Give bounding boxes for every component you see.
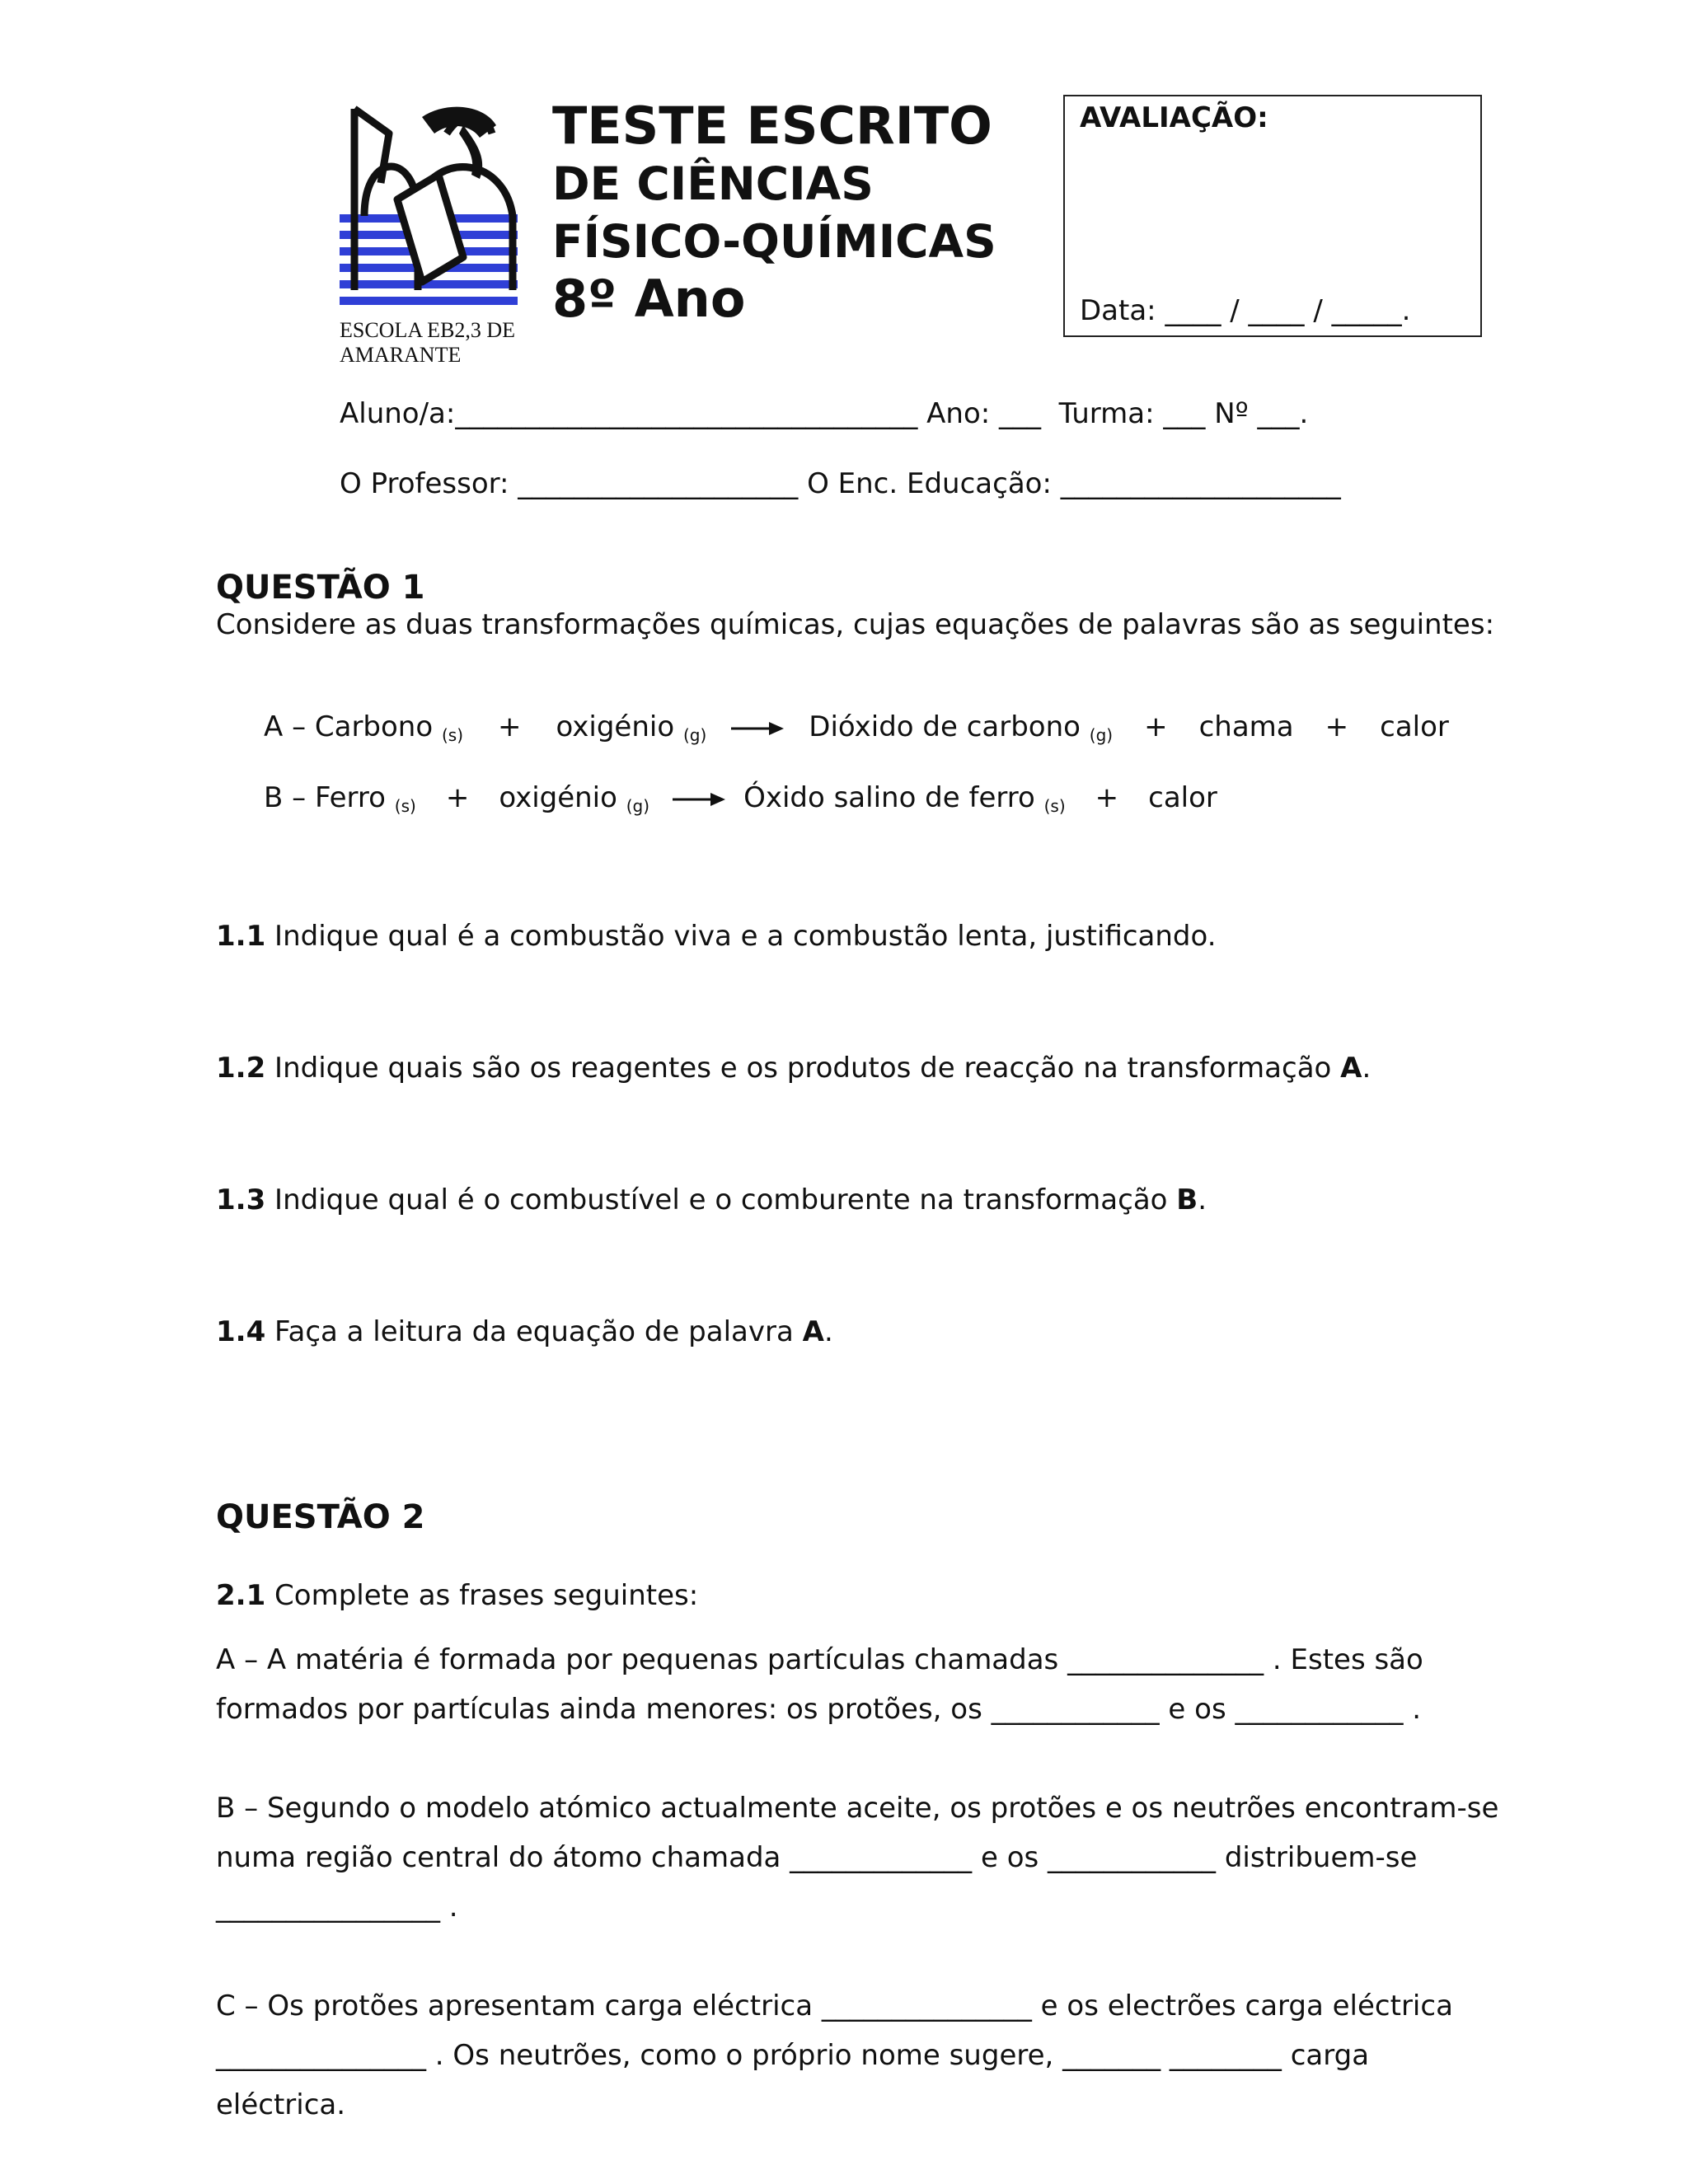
question-2-1 [216, 1579, 698, 1612]
sentence-b-line-2[interactable]: numa região central do átomo chamada _____________ e os ____________ distribuem-se [216, 1841, 1418, 1874]
date-field[interactable]: Data: ____ / ____ / _____. [1080, 294, 1411, 327]
equation-a [264, 710, 1449, 745]
eq-a-reactant-1: A – Carbono [264, 710, 442, 743]
item-text: Indique quais são os reagentes e os produtos de reacção na transformação [265, 1052, 1341, 1085]
item-bold-ref: A [1340, 1052, 1362, 1085]
evaluation-label: AVALIAÇÃO: [1080, 101, 1268, 134]
eq-a-state-1: (s) [441, 725, 464, 745]
evaluation-box [1063, 95, 1482, 337]
sentence-a-line-2[interactable]: formados por partículas ainda menores: os protões, os ____________ e os ____________ . [216, 1693, 1422, 1726]
item-text: Faça a leitura da equação de palavra [265, 1315, 803, 1348]
title-line-4: 8º Ano [552, 269, 746, 329]
question-1-3 [216, 1183, 1207, 1216]
student-info-line[interactable]: Aluno/a:_________________________________ Ano: ___ Turma: ___ Nº ___. [340, 397, 1309, 430]
equation-b [264, 781, 1217, 816]
eq-a-reactant-2: oxigénio [556, 710, 683, 743]
sentence-c-line-3: eléctrica. [216, 2088, 346, 2121]
question-2-heading: QUESTÃO 2 [216, 1498, 425, 1536]
eq-b-reactant-2: oxigénio [499, 781, 626, 814]
sentence-b-line-1: B – Segundo o modelo atómico actualmente aceite, os protões e os neutrões encontram-se [216, 1792, 1499, 1825]
eq-a-state-2: (g) [682, 725, 707, 745]
eq-b-plus-2: + [1095, 781, 1119, 814]
title-line-2: DE CIÊNCIAS [552, 157, 874, 210]
item-number: 1.4 [216, 1315, 266, 1348]
sentence-c-line-2[interactable]: _______________ . Os neutrões, como o próprio nome sugere, _______ ________ carga [216, 2039, 1370, 2072]
item-text: Indique qual é a combustão viva e a combustão lenta, justificando. [265, 920, 1217, 953]
question-1-2 [216, 1052, 1371, 1085]
arrow-icon [673, 791, 725, 808]
item-number: 1.3 [216, 1183, 266, 1216]
school-logo [340, 101, 528, 315]
eq-b-state-2: (g) [626, 796, 650, 816]
eq-a-product-2: chama [1198, 710, 1294, 743]
item-number: 1.2 [216, 1052, 266, 1085]
sentence-c-line-1[interactable]: C – Os protões apresentam carga eléctrica _______________ e os electrões carga eléctrica [216, 1990, 1453, 2022]
item-end: . [1198, 1183, 1207, 1216]
eq-b-product-2: calor [1148, 781, 1217, 814]
item-end: . [1362, 1052, 1372, 1085]
question-1-heading: QUESTÃO 1 [216, 569, 425, 607]
question-1-intro: Considere as duas transformações químicas, cujas equações de palavras são as seguintes: [216, 608, 1495, 641]
item-number: 1.1 [216, 920, 266, 953]
title-line-1: TESTE ESCRITO [552, 96, 992, 156]
eq-a-state-3: (g) [1089, 725, 1114, 745]
question-1-1 [216, 920, 1217, 953]
eq-a-product-3: calor [1380, 710, 1449, 743]
item-text: Indique qual é o combustível e o comburente na transformação [265, 1183, 1177, 1216]
eq-a-plus-3: + [1325, 710, 1349, 743]
item-text: Complete as frases seguintes: [265, 1579, 699, 1612]
item-bold-ref: A [802, 1315, 824, 1348]
document-title [552, 97, 996, 328]
sentence-a-line-1[interactable]: A – A matéria é formada por pequenas partículas chamadas ______________ . Estes são [216, 1643, 1423, 1676]
eq-a-product-1: Dióxido de carbono [809, 710, 1090, 743]
eq-b-plus-1: + [445, 781, 470, 814]
item-number: 2.1 [216, 1579, 266, 1612]
item-bold-ref: B [1176, 1183, 1198, 1216]
eq-b-reactant-1: B – Ferro [264, 781, 395, 814]
arrow-icon [731, 720, 784, 737]
eq-b-product-1: Óxido salino de ferro [743, 781, 1044, 814]
logo-caption: ESCOLA EB2,3 DE AMARANTE [340, 318, 516, 367]
teacher-guardian-line[interactable]: O Professor: ____________________ O Enc. Educação: ____________________ [340, 467, 1341, 500]
eq-a-plus-1: + [498, 710, 522, 743]
sentence-b-line-3[interactable]: ________________ . [216, 1891, 458, 1924]
eq-b-state-3: (s) [1043, 796, 1066, 816]
title-line-3: FÍSICO-QUÍMICAS [552, 215, 996, 268]
item-end: . [823, 1315, 833, 1348]
eq-a-plus-2: + [1144, 710, 1168, 743]
question-1-4 [216, 1315, 833, 1348]
eq-b-state-1: (s) [394, 796, 416, 816]
